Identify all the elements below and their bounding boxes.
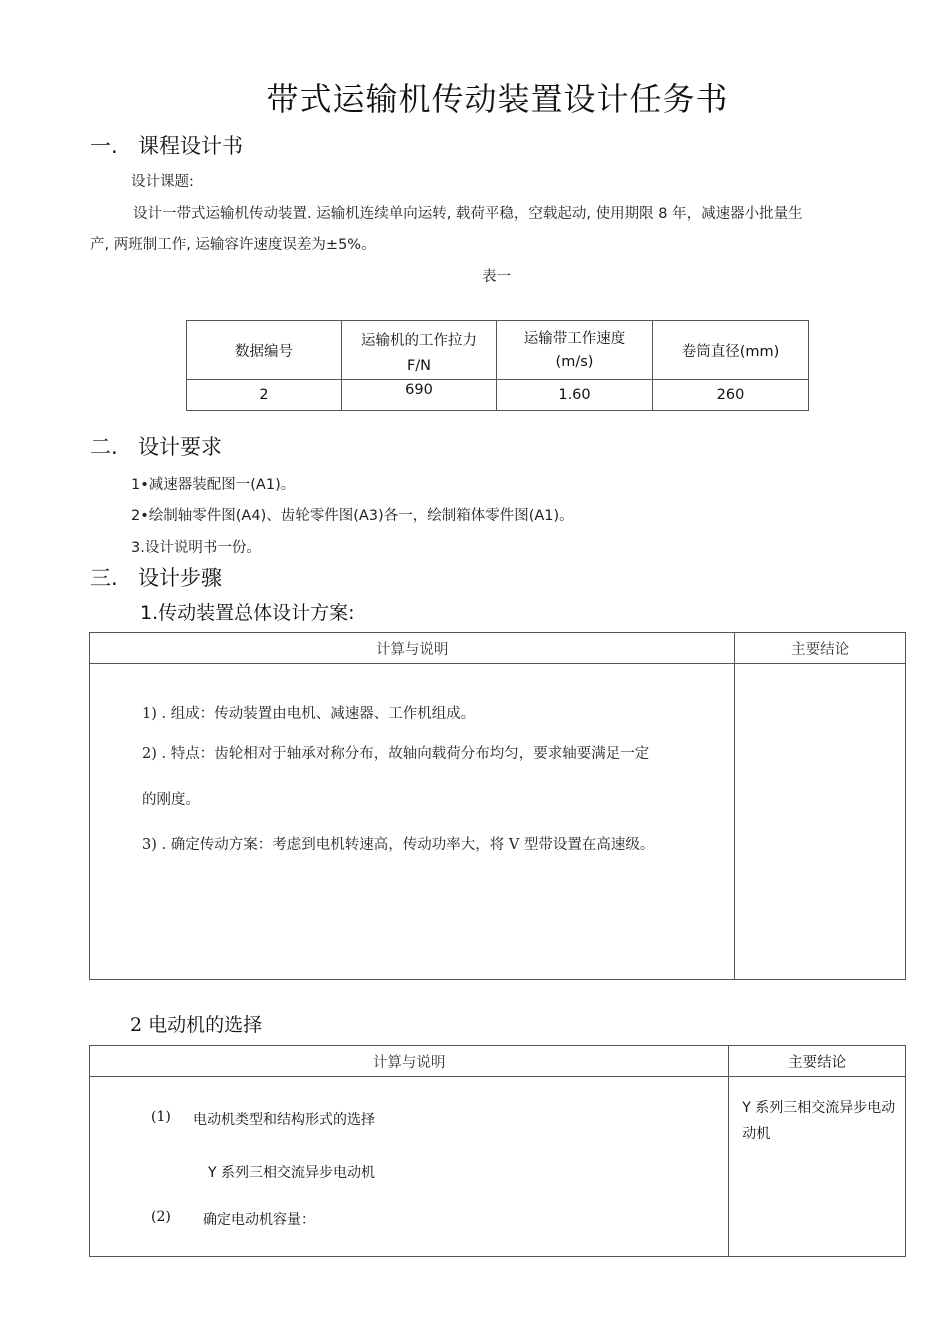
design-subject-label: 设计课题:	[131, 174, 194, 190]
section-3-number: 三.	[90, 566, 118, 590]
step-2-table	[89, 1045, 906, 1257]
step-1-col-result: 主要结论	[735, 633, 906, 664]
cell-drum-diameter: 260	[653, 380, 809, 411]
parameters-table-header-row	[187, 321, 809, 380]
header-data-number	[187, 321, 342, 380]
parameters-table	[186, 320, 809, 411]
header-belt-speed	[497, 321, 653, 380]
section-3-title: 设计步骤	[138, 566, 222, 590]
step-2-item-2-text: 确定电动机容量：	[203, 1212, 315, 1228]
header-belt-speed-line-1: 运输带工作速度	[523, 330, 626, 347]
step-2-table-header-row	[90, 1046, 906, 1077]
step-2-item-2-number: (2)	[151, 1209, 171, 1225]
step-2-result-line-1: Y 系列三相交流异步电动	[742, 1100, 896, 1116]
step-1-col-calc: 计算与说明	[90, 633, 735, 664]
document-title: 带式运输机传动装置设计任务书	[266, 80, 729, 118]
design-description-line-1: 设计一带式运输机传动装置. 运输机连续单向运转, 载荷平稳，空载起动, 使用期限 8 年，减速器小批量生	[133, 206, 803, 222]
section-3-heading	[90, 562, 222, 592]
step-1-line-4: 3) . 确定传动方案：考虑到电机转速高，传动功率大，将 V 型带设置在高速级。	[142, 837, 655, 853]
requirement-item-1: 1•减速器装配图一(A1)。	[131, 477, 296, 493]
design-description-line-2: 产, 两班制工作, 运输容许速度误差为±5%。	[90, 237, 376, 253]
section-1-heading	[90, 130, 243, 160]
step-1-result-cell	[735, 664, 906, 980]
header-data-number-text: 数据编号	[235, 343, 293, 360]
step-1-heading: 1.传动装置总体设计方案:	[140, 602, 355, 624]
step-2-col-calc: 计算与说明	[90, 1046, 729, 1077]
section-2-heading	[90, 431, 222, 461]
step-2-result-line-2: 动机	[742, 1126, 771, 1142]
header-working-tension-line-2: F/N	[406, 357, 432, 374]
step-1-calc-cell	[90, 664, 735, 980]
section-1-title: 课程设计书	[138, 134, 243, 158]
parameters-table-data-row	[187, 380, 809, 411]
step-1-table	[89, 632, 906, 980]
section-2-number: 二.	[90, 435, 118, 459]
requirement-item-3: 3.设计说明书一份。	[131, 540, 261, 556]
step-2-result-cell	[729, 1077, 906, 1257]
table-caption: 表一	[482, 269, 511, 285]
step-1-line-1: 1) . 组成：传动装置由电机、减速器、工作机组成。	[142, 706, 476, 722]
cell-data-number: 2	[187, 380, 342, 411]
cell-working-tension: 690	[342, 380, 497, 411]
requirement-item-2: 2•绘制轴零件图(A4)、齿轮零件图(A3)各一，绘制箱体零件图(A1)。	[131, 508, 574, 524]
section-1-number: 一.	[90, 134, 118, 158]
step-2-item-1-text: 电动机类型和结构形式的选择	[193, 1112, 375, 1128]
header-drum-diameter-text: 卷筒直径(mm)	[681, 343, 780, 360]
step-2-col-result: 主要结论	[729, 1046, 906, 1077]
header-belt-speed-line-2: (m/s)	[555, 353, 594, 370]
step-2-table-body-row	[90, 1077, 906, 1257]
cell-belt-speed: 1.60	[497, 380, 653, 411]
header-working-tension-line-1: 运输机的工作拉力	[361, 332, 477, 349]
section-2-title: 设计要求	[138, 435, 222, 459]
step-2-heading: 2 电动机的选择	[130, 1014, 263, 1036]
header-working-tension	[342, 321, 497, 380]
step-2-calc-cell	[90, 1077, 729, 1257]
step-1-table-header-row	[90, 633, 906, 664]
header-drum-diameter	[653, 321, 809, 380]
step-2-item-1-number: (1)	[151, 1109, 171, 1125]
step-1-line-3: 的刚度。	[142, 792, 200, 808]
step-1-table-body-row	[90, 664, 906, 980]
step-1-line-2: 2) . 特点：齿轮相对于轴承对称分布，故轴向载荷分布均匀，要求轴要满足一定	[142, 746, 650, 762]
step-2-item-1-detail: Y 系列三相交流异步电动机	[208, 1165, 376, 1181]
